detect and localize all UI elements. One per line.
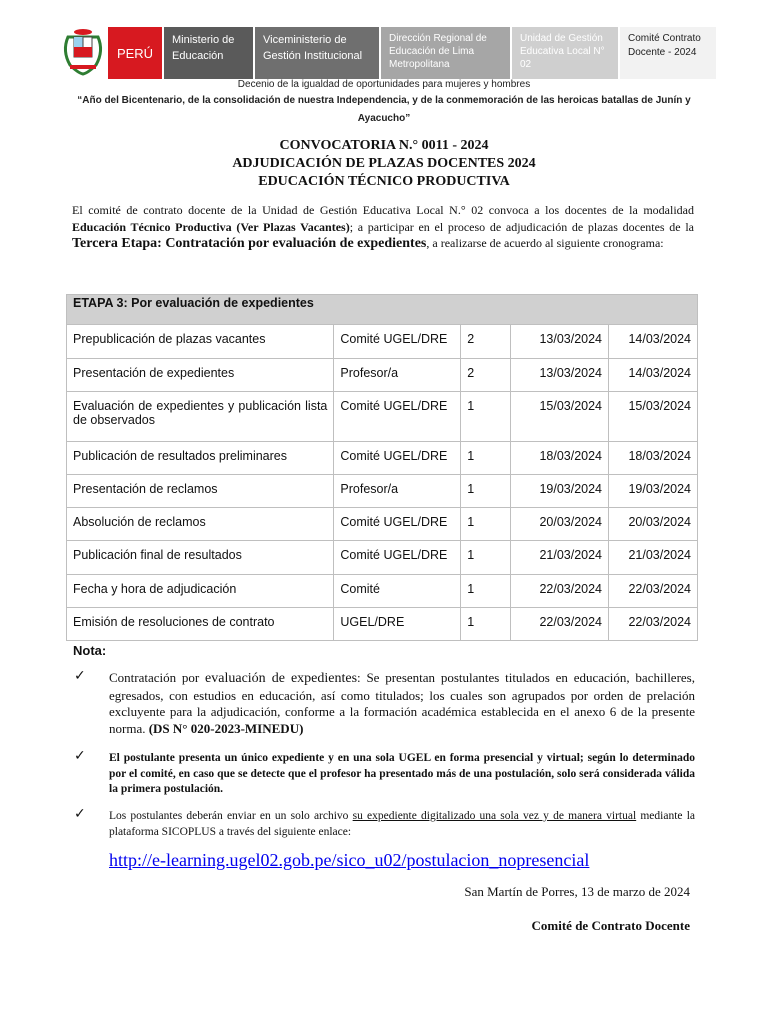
- header-unidad: Unidad de Gestión Educativa Local N° 02: [512, 27, 618, 79]
- title-adjudicacion: ADJUDICACIÓN DE PLAZAS DOCENTES 2024: [232, 156, 536, 171]
- title-modalidad: EDUCACIÓN TÉCNICO PRODUCTIVA: [258, 174, 510, 189]
- row-activity: Absolución de reclamos: [67, 508, 334, 541]
- intro-part-e: , a realizarse de acuerdo al siguiente cronograma:: [426, 236, 664, 250]
- row-responsible: Comité: [334, 575, 461, 608]
- row-days: 2: [461, 325, 511, 359]
- schedule-header-row: [67, 295, 698, 325]
- row-days: 1: [461, 442, 511, 475]
- row-start-date: 20/03/2024: [511, 508, 609, 541]
- row-activity: Emisión de resoluciones de contrato: [67, 608, 334, 641]
- row-start-date: 22/03/2024: [511, 608, 609, 641]
- row-responsible: Comité UGEL/DRE: [334, 325, 461, 359]
- row-end-date: 14/03/2024: [609, 359, 698, 392]
- row-start-date: 13/03/2024: [511, 359, 609, 392]
- anio-text: “Año del Bicentenario, de la consolidación de nuestra Independencia, y de la conmemoración de las heroicas batallas de Junín y Ayacucho”: [77, 95, 691, 124]
- table-row: [67, 442, 698, 475]
- row-days: 1: [461, 508, 511, 541]
- row-responsible: Comité UGEL/DRE: [334, 392, 461, 442]
- table-row: [67, 508, 698, 541]
- row-start-date: 21/03/2024: [511, 541, 609, 575]
- row-days: 1: [461, 608, 511, 641]
- intro-paragraph: [72, 202, 694, 253]
- row-activity: Publicación de resultados preliminares: [67, 442, 334, 475]
- row-start-date: 18/03/2024: [511, 442, 609, 475]
- row-days: 1: [461, 475, 511, 508]
- row-days: 1: [461, 541, 511, 575]
- checkmark-icon: ✓: [74, 748, 86, 764]
- row-end-date: 19/03/2024: [609, 475, 698, 508]
- postulacion-link[interactable]: http://e-learning.ugel02.gob.pe/sico_u02/postulacion_nopresencial: [109, 850, 590, 870]
- checkmark-icon: ✓: [74, 668, 86, 684]
- table-row: [67, 541, 698, 575]
- peru-label: PERÚ: [108, 27, 162, 79]
- p3-part-a: Los postulantes deberán enviar en un solo archivo: [109, 810, 353, 822]
- row-end-date: 20/03/2024: [609, 508, 698, 541]
- p3-part-b: su expediente digitalizado una sola vez y de manera virtual: [352, 810, 637, 822]
- row-start-date: 19/03/2024: [511, 475, 609, 508]
- p1-norma: (DS N° 020-2023-MINEDU): [148, 720, 304, 736]
- row-end-date: 21/03/2024: [609, 541, 698, 575]
- table-row: [67, 608, 698, 641]
- row-activity: Presentación de reclamos: [67, 475, 334, 508]
- nota-paragraph-1: [109, 670, 695, 737]
- row-end-date: 15/03/2024: [609, 392, 698, 442]
- table-row: [67, 325, 698, 359]
- schedule-header: ETAPA 3: Por evaluación de expedientes: [67, 295, 698, 325]
- header-comite: Comité Contrato Docente - 2024: [620, 27, 716, 79]
- row-end-date: 22/03/2024: [609, 575, 698, 608]
- nota-paragraph-3: [109, 809, 695, 840]
- row-start-date: 22/03/2024: [511, 575, 609, 608]
- row-activity: Fecha y hora de adjudicación: [67, 575, 334, 608]
- row-days: 1: [461, 392, 511, 442]
- row-days: 1: [461, 575, 511, 608]
- checkmark-icon: ✓: [74, 806, 86, 822]
- intro-etapa: Tercera Etapa: Contratación por evaluación de expedientes: [72, 236, 427, 251]
- table-row: [67, 359, 698, 392]
- header-ministerio: Ministerio de Educación: [164, 27, 253, 79]
- nota-paragraph-2: El postulante presenta un único expediente y en una sola UGEL en forma presencial y virtual; según lo determinado por el comité, en caso que se detecte que el profesor ha presentado más de una postulación, solo será considerada válida la primera postulación.: [109, 752, 695, 795]
- schedule-table: [66, 294, 698, 641]
- row-end-date: 22/03/2024: [609, 608, 698, 641]
- row-activity: Evaluación de expedientes y publicación lista de observados: [67, 392, 334, 442]
- row-start-date: 15/03/2024: [511, 392, 609, 442]
- signature-committee: Comité de Contrato Docente: [531, 918, 690, 933]
- row-responsible: UGEL/DRE: [334, 608, 461, 641]
- row-activity: Presentación de expedientes: [67, 359, 334, 392]
- date-place: San Martín de Porres, 13 de marzo de 2024: [464, 884, 690, 899]
- table-row: [67, 475, 698, 508]
- row-days: 2: [461, 359, 511, 392]
- row-responsible: Comité UGEL/DRE: [334, 541, 461, 575]
- row-start-date: 13/03/2024: [511, 325, 609, 359]
- p1-part-c: : Se presentan postulantes titulados en educación, bachilleres, egresados, con estudios en educación, así como titulados; los cuales son agrupados por orden de prelación excluyente para la adjudicación, conforme a la formación académica establecida en el anexo 6 de la presente norma.: [109, 670, 695, 736]
- row-end-date: 18/03/2024: [609, 442, 698, 475]
- table-row: [67, 392, 698, 442]
- coat-of-arms-icon: [58, 27, 108, 79]
- p1-part-a: Contratación por: [109, 670, 206, 685]
- row-activity: Prepublicación de plazas vacantes: [67, 325, 334, 359]
- intro-modalidad: Educación Técnico Productiva (Ver Plazas Vacantes): [72, 219, 350, 234]
- decenio-text: Decenio de la igualdad de oportunidades para mujeres y hombres: [237, 79, 531, 90]
- row-end-date: 14/03/2024: [609, 325, 698, 359]
- row-responsible: Comité UGEL/DRE: [334, 442, 461, 475]
- p3-part-c: mediante la plataforma SICOPLUS a través del siguiente enlace:: [109, 810, 695, 838]
- header-banner: [58, 27, 716, 79]
- row-responsible: Comité UGEL/DRE: [334, 508, 461, 541]
- table-row: [67, 575, 698, 608]
- header-viceministerio: Viceministerio de Gestión Institucional: [255, 27, 379, 79]
- nota-label: Nota:: [73, 643, 107, 658]
- title-convocatoria: CONVOCATORIA N.° 0011 - 2024: [279, 138, 489, 153]
- p1-part-b: evaluación de expedientes: [205, 671, 358, 686]
- intro-part-a: El comité de contrato docente de la Unidad de Gestión Educativa Local N.° 02 convoca a los docentes de la modalidad: [72, 203, 694, 217]
- intro-part-c: ; a participar en el proceso de adjudicación de plazas docentes de la: [349, 219, 694, 234]
- document-titles: [0, 137, 768, 191]
- header-direccion: Dirección Regional de Educación de Lima Metropolitana: [381, 27, 510, 79]
- row-activity: Publicación final de resultados: [67, 541, 334, 575]
- row-responsible: Profesor/a: [334, 475, 461, 508]
- row-responsible: Profesor/a: [334, 359, 461, 392]
